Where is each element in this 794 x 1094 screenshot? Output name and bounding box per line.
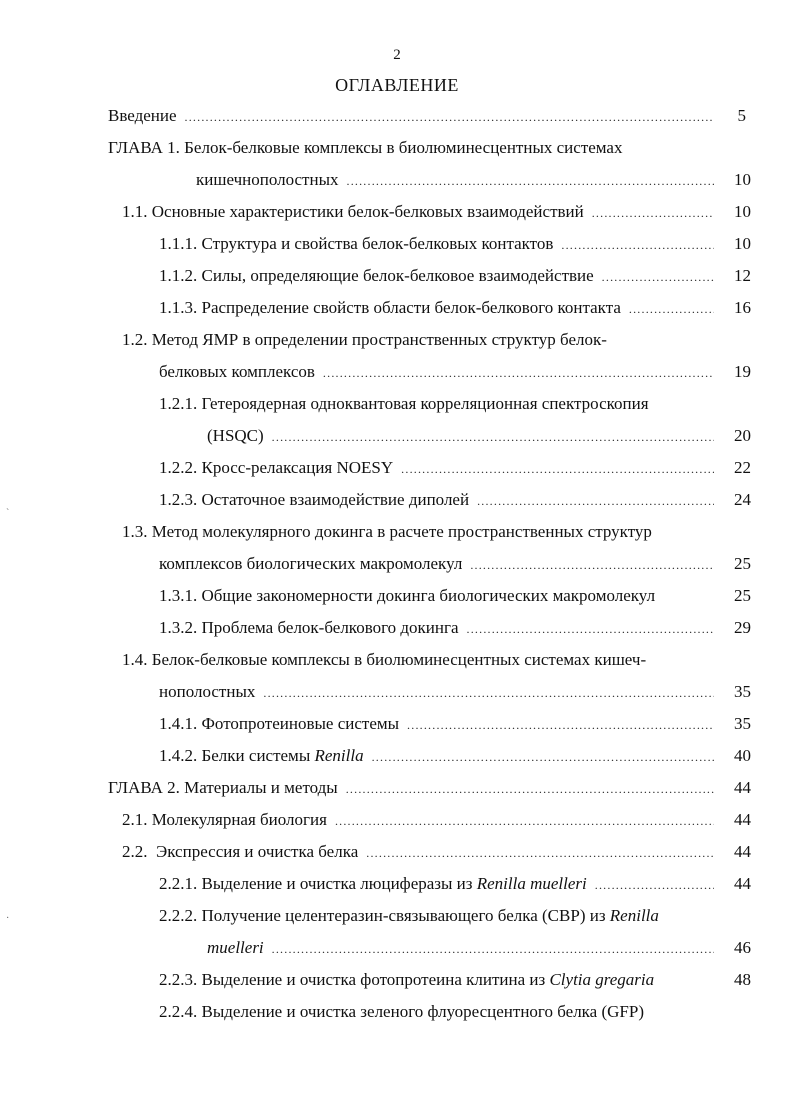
toc-entry-text: комплексов биологических макромолекул (159, 554, 463, 573)
toc-entry-text: 2.2.1. Выделение и очистка люциферазы из Renilla muelleri (159, 874, 587, 893)
toc-entry (0, 964, 794, 996)
page-number: 2 (393, 47, 401, 63)
toc-page-ref: 19 (734, 362, 751, 381)
toc-entry (0, 708, 794, 740)
toc-page-ref: 44 (734, 874, 751, 893)
toc-entry (0, 740, 794, 772)
toc-page-ref: 25 (734, 554, 751, 573)
toc-entry-text: 1.2. Метод ЯМР в определении пространственных структур белок- (122, 330, 607, 349)
toc-entry (0, 868, 794, 900)
toc-page-ref: 48 (734, 970, 751, 989)
toc-entry (0, 772, 794, 804)
toc-entry (0, 292, 794, 324)
toc-entry (0, 516, 794, 548)
toc-page-ref: 12 (734, 266, 751, 285)
toc-entry-text: белковых комплексов (159, 362, 315, 381)
toc-entry (0, 452, 794, 484)
toc-entry (0, 388, 794, 420)
toc-entry (0, 100, 794, 132)
toc-entry-text: кишечнополостных (196, 170, 339, 189)
toc-page-ref: 44 (734, 810, 751, 829)
toc-title: ОГЛАВЛЕНИЕ (335, 75, 459, 95)
toc-entry (0, 228, 794, 260)
toc-entry-text: 1.4. Белок-белковые комплексы в биолюминесцентных системах кишеч- (122, 650, 647, 669)
toc-entry-text: Введение (108, 106, 177, 125)
toc-entry-text: (HSQC) (207, 426, 264, 445)
toc-entry (0, 676, 794, 708)
toc-entry-text: 1.1.1. Структура и свойства белок-белковых контактов (159, 234, 554, 253)
toc-page-ref: 20 (734, 426, 751, 445)
toc-entry-text: 2.1. Молекулярная биология (122, 810, 327, 829)
toc-entry (0, 900, 794, 932)
toc-entry-text: ГЛАВА 1. Белок-белковые комплексы в биолюминесцентных системах (108, 138, 623, 157)
toc-page-ref: 10 (734, 170, 751, 189)
toc-page-ref: 40 (734, 746, 751, 765)
toc-entry-text: 2.2.3. Выделение и очистка фотопротеина клитина из Clytia gregaria (159, 970, 655, 989)
toc-page-ref: 10 (734, 202, 751, 221)
toc-entry (0, 580, 794, 612)
toc-page-ref: 16 (734, 298, 751, 317)
toc-entry (0, 164, 794, 196)
toc-entry-text: 1.4.2. Белки системы Renilla (159, 746, 364, 765)
toc-entry-text: 1.2.2. Кросс-релаксация NOESY (159, 458, 394, 477)
toc-entry-text: 2.2.4. Выделение и очистка зеленого флуоресцентного белка (GFP) (159, 1002, 644, 1021)
toc-page-ref: 44 (734, 778, 751, 797)
toc-entry-text: 2.2. Экспрессия и очистка белка (122, 842, 359, 861)
toc-entry (0, 996, 794, 1028)
toc-page-ref: 46 (734, 938, 751, 957)
toc-page-ref: 25 (734, 586, 751, 605)
toc-entry (0, 932, 794, 964)
toc-entry-text: 1.1.3. Распределение свойств области белок-белкового контакта (159, 298, 621, 317)
toc-entry (0, 836, 794, 868)
toc-entry-text: 1.3.2. Проблема белок-белкового докинга (159, 618, 459, 637)
toc-entry-text: 1.3. Метод молекулярного докинга в расчете пространственных структур (122, 522, 652, 541)
toc-entry-text: ГЛАВА 2. Материалы и методы (108, 778, 338, 797)
toc-page-ref: 35 (734, 682, 751, 701)
scan-artifact: ˋ (6, 508, 10, 519)
toc-page-ref: 44 (734, 842, 751, 861)
toc-page-ref: 5 (737, 106, 746, 125)
toc-page-ref: 35 (734, 714, 751, 733)
toc-entry-text: muelleri (207, 938, 264, 957)
toc-page-ref: 29 (734, 618, 751, 637)
toc-entry (0, 484, 794, 516)
toc-entry-text: 1.2.1. Гетероядерная одноквантовая корреляционная спектроскопия (159, 394, 649, 413)
toc-page-ref: 24 (734, 490, 751, 509)
toc-entry (0, 804, 794, 836)
toc-entry (0, 324, 794, 356)
toc-entry (0, 132, 794, 164)
toc-page-ref: 10 (734, 234, 751, 253)
toc-page-ref: 22 (734, 458, 751, 477)
toc-entry (0, 420, 794, 452)
toc-entry (0, 644, 794, 676)
toc-entry (0, 260, 794, 292)
toc-entry-text: 1.4.1. Фотопротеиновые системы (159, 714, 400, 733)
toc-entry-text: 2.2.2. Получение целентеразин-связывающего белка (CBP) из Renilla (159, 906, 659, 925)
toc-entry (0, 356, 794, 388)
toc-entry (0, 612, 794, 644)
toc-entry (0, 548, 794, 580)
scan-artifact: · (6, 913, 10, 924)
toc-entry-text: нополостных (159, 682, 256, 701)
toc-entry-text: 1.2.3. Остаточное взаимодействие диполей (159, 490, 470, 509)
toc-entry (0, 196, 794, 228)
toc-entry-text: 1.3.1. Общие закономерности докинга биологических макромолекул (159, 586, 656, 605)
toc-entry-text: 1.1.2. Силы, определяющие белок-белковое взаимодействие (159, 266, 594, 285)
toc-entry-text: 1.1. Основные характеристики белок-белковых взаимодействий (122, 202, 584, 221)
